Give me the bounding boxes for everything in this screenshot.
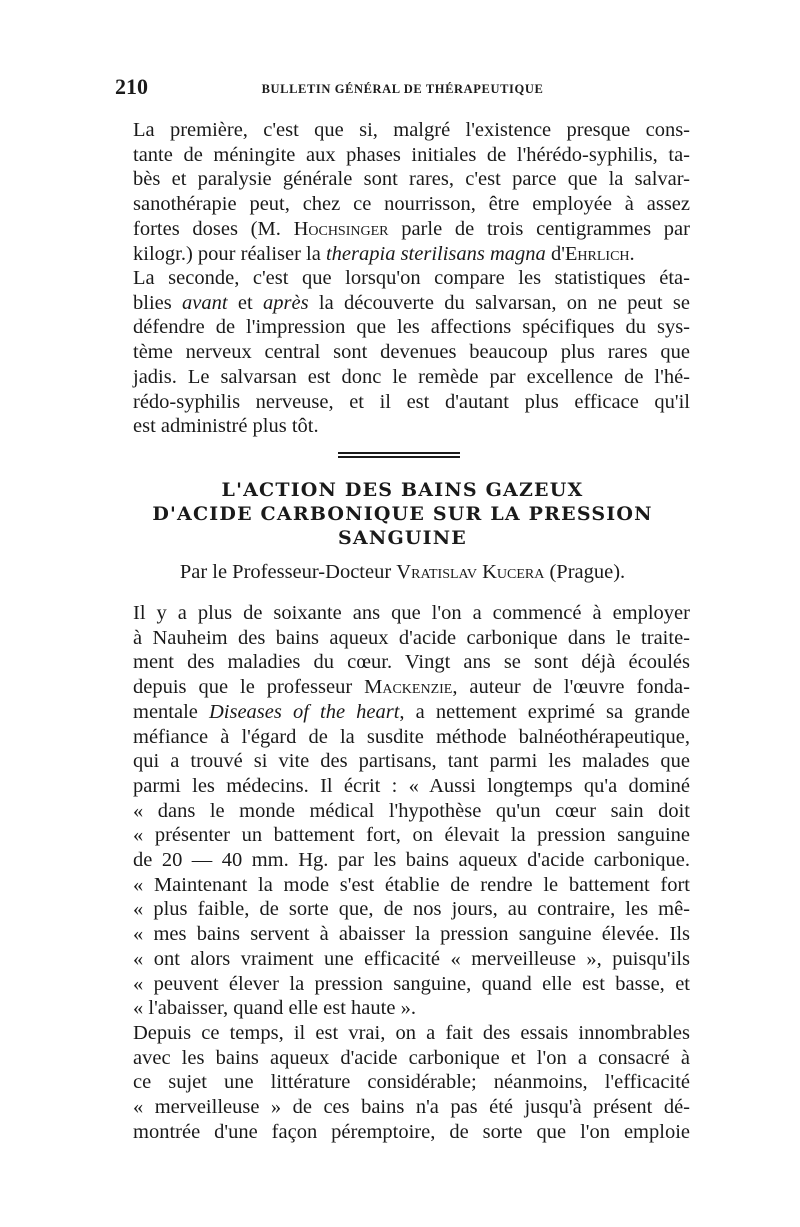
- text-line: montrée d'une façon péremptoire, de sorte que l'on emploie: [133, 1120, 690, 1143]
- text-line: de 20 — 40 mm. Hg. par les bains aqueux d'acide carbonique.: [133, 849, 690, 872]
- text-line: « dans le monde médical l'hypothèse qu'un cœur sain doit: [133, 799, 690, 822]
- text-line: kilogr.) pour réaliser la therapia sterilisans magna d'Ehrlich.: [133, 242, 635, 265]
- text-line: tante de méningite aux phases initiales de l'hérédo-syphilis, ta-: [133, 143, 690, 166]
- title-line: D'ACIDE CARBONIQUE SUR LA PRESSION: [152, 503, 653, 525]
- text-line: blies avant et après la découverte du salvarsan, on ne peut se: [133, 291, 690, 314]
- text-line: Il y a plus de soixante ans que l'on a commencé à employer: [133, 602, 690, 624]
- text-line: La seconde, c'est que lorsqu'on compare les statistiques éta-: [133, 267, 690, 289]
- text-line: « présenter un battement fort, on élevait la pression sanguine: [133, 824, 690, 847]
- paragraph-4: [115, 1021, 690, 1145]
- paragraph-3: [115, 601, 690, 1021]
- text-line: tème nerveux central sont devenues beaucoup plus rares que: [133, 341, 690, 364]
- text-line: avec les bains aqueux d'acide carbonique et l'on a consacré à: [133, 1046, 690, 1069]
- text-line: méfiance à l'égard de la susdite méthode balnéothérapeutique,: [133, 725, 690, 748]
- text-line: est administré plus tôt.: [133, 415, 319, 438]
- text-line: sanothérapie peut, chez ce nourrisson, être employée à assez: [133, 193, 690, 216]
- author-name: Hochsinger: [293, 217, 389, 240]
- text-line: « mes bains servent à abaisser la pression sanguine élevée. Ils: [133, 923, 690, 946]
- book-title: Diseases of the heart: [208, 700, 400, 723]
- text-line: ce sujet une littérature considérable; néanmoins, l'efficacité: [133, 1071, 690, 1094]
- text-line: parmi les médecins. Il écrit : « Aussi longtemps qu'a dominé: [133, 774, 690, 797]
- running-title: BULLETIN GÉNÉRAL DE THÉRAPEUTIQUE: [261, 82, 544, 96]
- text-line: « l'abaisser, quand elle est haute ».: [133, 997, 416, 1020]
- paragraph-1: [115, 118, 690, 266]
- text-line: La première, c'est que si, malgré l'existence presque cons-: [133, 119, 690, 141]
- text-line: rédo-syphilis nerveuse, et il est d'autant plus efficace qu'il: [133, 390, 690, 413]
- text-line: mentale Diseases of the heart, a nettement exprimé sa grande: [133, 700, 690, 723]
- text-line: depuis que le professeur Mackenzie, auteur de l'œuvre fonda-: [133, 676, 690, 699]
- text-line: « Maintenant la mode s'est établie de rendre le battement fort: [133, 873, 690, 896]
- text-line: ment des maladies du cœur. Vingt ans se sont déjà écoulés: [133, 651, 690, 674]
- text-line: bès et paralysie générale sont rares, c'est parce que la salvar-: [133, 168, 690, 191]
- text-line: Depuis ce temps, il est vrai, on a fait des essais innombrables: [133, 1022, 690, 1044]
- text-line: à Nauheim des bains aqueux d'acide carbonique dans le traite-: [133, 626, 690, 649]
- text-line: « merveilleuse » de ces bains n'a pas été jusqu'à présent dé-: [133, 1096, 690, 1119]
- page-header: [115, 74, 690, 104]
- paragraph-2: [115, 266, 690, 439]
- section-divider: [338, 452, 460, 460]
- title-line: SANGUINE: [338, 527, 467, 549]
- latin-phrase: therapia sterilisans magna: [325, 242, 546, 265]
- author-name: Mackenzie: [364, 676, 453, 699]
- text-line: « ont alors vraiment une efficacité « merveilleuse », puisqu'ils: [133, 947, 690, 970]
- text-line: « plus faible, de sorte que, de nos jours, au contraire, les mê-: [133, 898, 690, 921]
- author-name: Vratislav Kucera: [396, 561, 545, 583]
- page-number: 210: [115, 74, 148, 99]
- text-line: défendre de l'impression que les affections spécifiques du sys-: [133, 316, 690, 339]
- text-line: « peuvent élever la pression sanguine, quand elle est basse, et: [133, 972, 690, 995]
- text-line: fortes doses (M. Hochsinger parle de trois centigrammes par: [133, 217, 690, 240]
- text-line: qui a trouvé si vite des partisans, tant parmi les malades que: [133, 750, 690, 773]
- byline: Par le Professeur-Docteur Vratislav Kucera (Prague).: [179, 561, 626, 583]
- article-title: [115, 478, 690, 550]
- text-line: jadis. Le salvarsan est donc le remède par excellence de l'hé-: [133, 365, 690, 388]
- title-line: L'ACTION DES BAINS GAZEUX: [221, 479, 584, 501]
- author-name: Ehrlich: [564, 242, 630, 265]
